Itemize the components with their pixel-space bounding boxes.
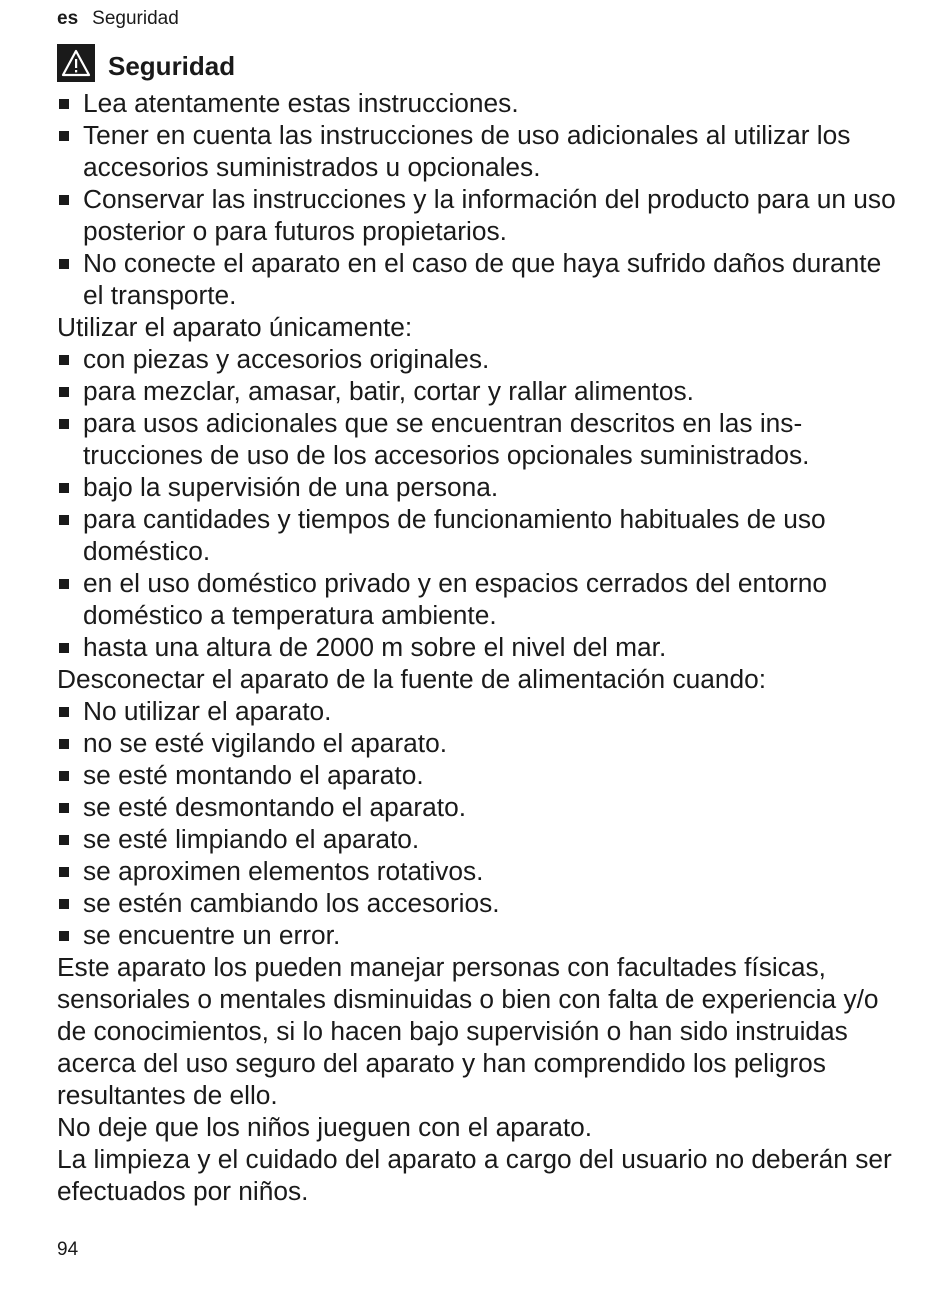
list-item: en el uso doméstico privado y en espacios cerrados del entorno doméstico a temperatura ambiente. <box>57 567 897 631</box>
intro-list <box>57 87 897 311</box>
list-item: hasta una altura de 2000 m sobre el nivel del mar. <box>57 631 897 663</box>
list-item: No utilizar el aparato. <box>57 695 897 727</box>
header-section-name: Seguridad <box>92 8 179 29</box>
disconnect-list <box>57 695 897 951</box>
list-item: No conecte el aparato en el caso de que haya sufrido daños durante el transporte. <box>57 247 897 311</box>
list-item: no se esté vigilando el aparato. <box>57 727 897 759</box>
language-code: es <box>57 8 79 29</box>
list-item: se esté montando el aparato. <box>57 759 897 791</box>
page-title: Seguridad <box>108 51 236 81</box>
list-item: se estén cambiando los accesorios. <box>57 887 897 919</box>
page-number: 94 <box>57 1239 79 1260</box>
list-item: se aproximen elementos rotativos. <box>57 855 897 887</box>
list-item: Conservar las instrucciones y la información del producto para un uso posterior o para futuros propietarios. <box>57 183 897 247</box>
list-item: bajo la supervisión de una persona. <box>57 471 897 503</box>
list-item: se esté limpiando el aparato. <box>57 823 897 855</box>
list-item: con piezas y accesorios originales. <box>57 343 897 375</box>
running-header <box>57 7 179 31</box>
list-item: se esté desmontando el aparato. <box>57 791 897 823</box>
use-only-heading: Utilizar el aparato únicamente: <box>57 312 413 342</box>
list-item: para cantidades y tiempos de funcionamiento habituales de uso doméstico. <box>57 503 897 567</box>
list-item: para mezclar, amasar, batir, cortar y rallar alimentos. <box>57 375 897 407</box>
cleaning-paragraph: La limpieza y el cuidado del aparato a cargo del usuario no deberán ser efectuados por niños. <box>57 1144 892 1206</box>
reduced-capacity-paragraph: Este aparato los pueden manejar personas con facultades físicas, sensoriales o mentales disminuidas o bien con falta de experiencia y/o de conocimientos, si lo hacen bajo supervisión o han sido instruidas acerca del uso seguro del aparato y han comprendido los peligros resultantes de ello. <box>57 952 879 1110</box>
safety-content <box>57 87 897 1207</box>
children-play-paragraph: No deje que los niños jueguen con el aparato. <box>57 1112 593 1142</box>
list-item: Tener en cuenta las instrucciones de uso adicionales al utilizar los accesorios suministrados u opcionales. <box>57 119 897 183</box>
section-heading <box>57 44 235 82</box>
list-item: para usos adicionales que se encuentran descritos en las instrucciones de uso de los accesorios opcionales suministrados. <box>57 407 897 471</box>
warning-triangle-icon <box>57 44 95 82</box>
disconnect-heading: Desconectar el aparato de la fuente de alimentación cuando: <box>57 664 767 694</box>
use-only-list <box>57 343 897 663</box>
list-item: Lea atentamente estas instrucciones. <box>57 87 897 119</box>
list-item: se encuentre un error. <box>57 919 897 951</box>
